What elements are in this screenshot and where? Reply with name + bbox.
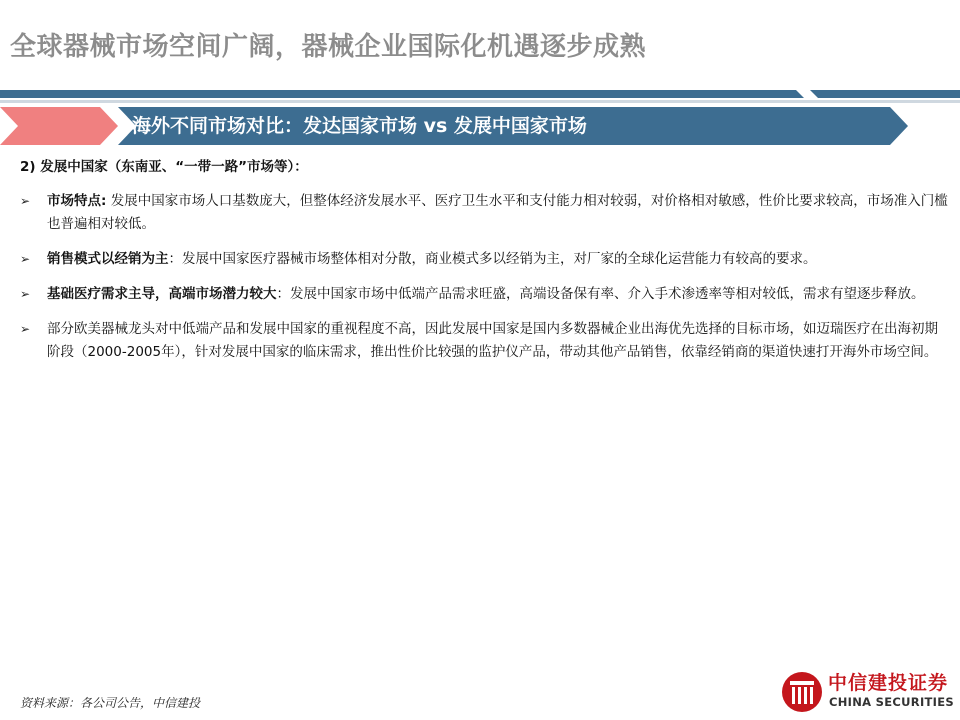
list-item xyxy=(20,283,950,306)
bullet-list xyxy=(20,190,950,376)
arrow-bullet-icon: ➢ xyxy=(20,194,31,208)
arrow-bullet-icon: ➢ xyxy=(20,252,31,266)
bullet-text: ：发展中国家医疗器械市场整体相对分散，商业模式多以经销为主，对厂家的全球化运营能力有较高的要求。 xyxy=(168,251,817,267)
bullet-lead: 市场特点: xyxy=(47,193,107,209)
logo-name-en: CHINA SECURITIES xyxy=(829,695,954,709)
list-item xyxy=(20,190,950,236)
bullet-lead: 销售模式以经销为主 xyxy=(47,251,169,267)
header-divider xyxy=(0,88,960,106)
list-item xyxy=(20,248,950,271)
arrow-bullet-icon: ➢ xyxy=(20,287,31,301)
page-title: 全球器械市场空间广阔，器械企业国际化机遇逐步成熟 xyxy=(10,32,647,62)
list-item xyxy=(20,318,950,364)
arrow-bullet-icon: ➢ xyxy=(20,322,31,336)
bullet-text: 发展中国家市场人口基数庞大，但整体经济发展水平、医疗卫生水平和支付能力相对较弱，对价格相对敏感，性价比要求较高，市场准入门槛也普遍相对较低。 xyxy=(47,193,948,232)
bullet-text: ：发展中国家市场中低端产品需求旺盛，高端设备保有率、介入手术渗透率等相对较低，需求有望逐步释放。 xyxy=(276,286,925,302)
section-heading: 2) 发展中国家（东南亚、“一带一路”市场等）： xyxy=(20,159,308,175)
banner-title: 海外不同市场对比：发达国家市场 vs 发展中国家市场 xyxy=(132,115,587,137)
bullet-lead: 基础医疗需求主导，高端市场潜力较大 xyxy=(47,286,277,302)
bullet-text: 部分欧美器械龙头对中低端产品和发展中国家的重视程度不高，因此发展中国家是国内多数器械企业出海优先选择的目标市场，如迈瑞医疗在出海初期阶段（2000-2005年），针对发展中国家的临床需求，推出性价比较强的监护仪产品，带动其他产品销售，依靠经销商的渠道快速打开海外市场空间。 xyxy=(47,321,938,360)
source-note: 资料来源：各公司公告，中信建投 xyxy=(20,696,201,710)
logo-name-cn: 中信建投证券 xyxy=(828,672,949,694)
company-logo-icon xyxy=(781,671,823,713)
